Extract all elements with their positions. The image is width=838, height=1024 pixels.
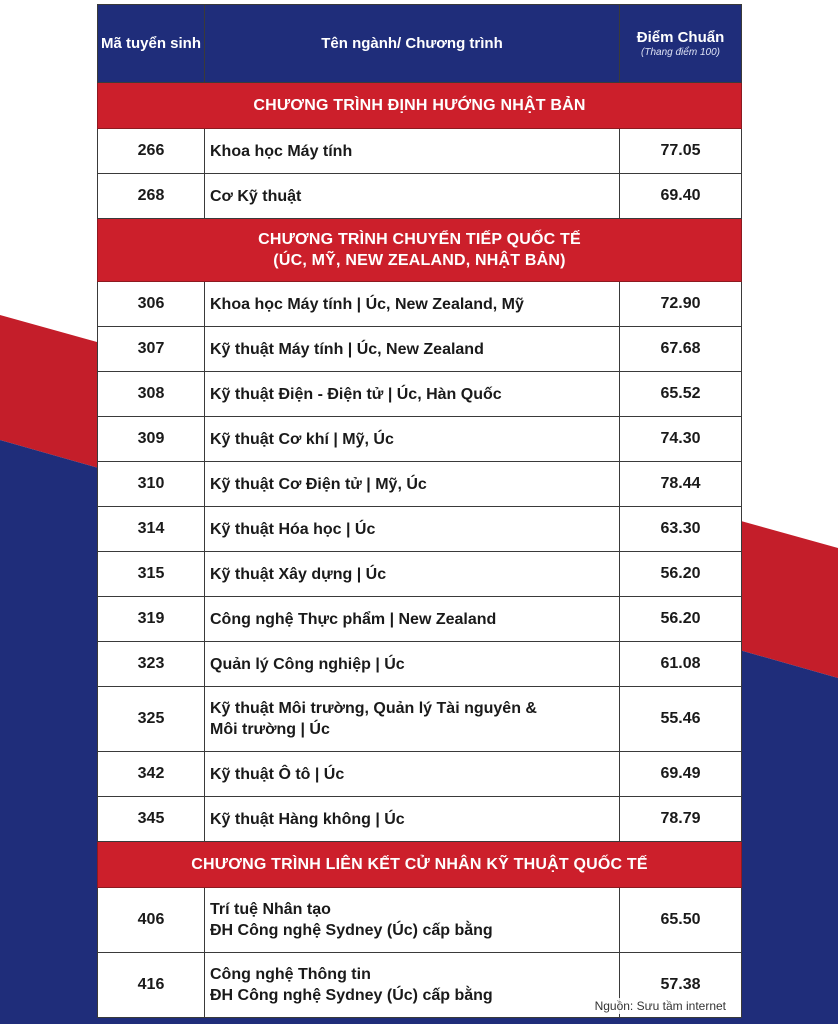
section-title-block [98, 219, 742, 282]
table-row [98, 687, 742, 752]
row-name [205, 687, 620, 752]
row-score: 72.90 [620, 282, 742, 327]
row-name: Cơ Kỹ thuật [205, 174, 620, 219]
row-score: 63.30 [620, 507, 742, 552]
table-row [98, 282, 742, 327]
row-name-line2: ĐH Công nghệ Sydney (Úc) cấp bằng [210, 922, 493, 939]
table-row [98, 129, 742, 174]
row-score: 74.30 [620, 417, 742, 462]
row-code: 314 [98, 507, 205, 552]
row-score: 78.79 [620, 797, 742, 842]
source-note: Nguồn: Sưu tầm internet [594, 999, 726, 1013]
header-code: Mã tuyển sinh [98, 5, 205, 83]
section-title: CHƯƠNG TRÌNH ĐỊNH HƯỚNG NHẬT BẢN [98, 83, 742, 129]
row-name: Kỹ thuật Hàng không | Úc [205, 797, 620, 842]
row-name: Khoa học Máy tính [205, 129, 620, 174]
table-header-row [98, 5, 742, 83]
section-subtitle: (ÚC, MỸ, NEW ZEALAND, NHẬT BẢN) [273, 252, 566, 269]
row-score: 65.50 [620, 888, 742, 953]
row-name-line1: Trí tuệ Nhân tạo [210, 901, 331, 918]
row-code: 306 [98, 282, 205, 327]
row-name: Kỹ thuật Cơ Điện tử | Mỹ, Úc [205, 462, 620, 507]
section-header-row [98, 83, 742, 129]
row-code: 309 [98, 417, 205, 462]
row-code: 308 [98, 372, 205, 417]
row-name: Khoa học Máy tính | Úc, New Zealand, Mỹ [205, 282, 620, 327]
row-code: 310 [98, 462, 205, 507]
row-name-line2: Môi trường | Úc [210, 721, 330, 738]
table-row [98, 888, 742, 953]
header-score-scale: (Thang điểm 100) [641, 47, 720, 58]
row-score: 65.52 [620, 372, 742, 417]
row-name [205, 888, 620, 953]
row-score: 67.68 [620, 327, 742, 372]
row-code: 323 [98, 642, 205, 687]
row-score: 78.44 [620, 462, 742, 507]
table-row [98, 752, 742, 797]
row-name: Quản lý Công nghiệp | Úc [205, 642, 620, 687]
row-score: 57.38 [620, 953, 742, 1018]
row-score: 69.40 [620, 174, 742, 219]
row-name: Kỹ thuật Điện - Điện tử | Úc, Hàn Quốc [205, 372, 620, 417]
table-row [98, 507, 742, 552]
row-code: 315 [98, 552, 205, 597]
header-score [620, 5, 742, 83]
row-code: 325 [98, 687, 205, 752]
table-row [98, 797, 742, 842]
row-name [205, 953, 620, 1018]
row-code: 342 [98, 752, 205, 797]
row-name: Kỹ thuật Ô tô | Úc [205, 752, 620, 797]
header-program: Tên ngành/ Chương trình [205, 5, 620, 83]
row-name-line1: Công nghệ Thông tin [210, 966, 371, 983]
table-row [98, 642, 742, 687]
table-row [98, 327, 742, 372]
row-code: 416 [98, 953, 205, 1018]
section-header-row [98, 219, 742, 282]
row-name: Công nghệ Thực phẩm | New Zealand [205, 597, 620, 642]
row-code: 268 [98, 174, 205, 219]
row-code: 266 [98, 129, 205, 174]
row-score: 56.20 [620, 552, 742, 597]
section-title: CHƯƠNG TRÌNH LIÊN KẾT CỬ NHÂN KỸ THUẬT QUỐC TẾ [98, 842, 742, 888]
section-header-row [98, 842, 742, 888]
table-row [98, 597, 742, 642]
row-score: 77.05 [620, 129, 742, 174]
table-row [98, 372, 742, 417]
table-row [98, 462, 742, 507]
row-name-line1: Kỹ thuật Môi trường, Quản lý Tài nguyên & [210, 700, 537, 717]
row-score: 56.20 [620, 597, 742, 642]
table-row [98, 417, 742, 462]
row-code: 345 [98, 797, 205, 842]
header-score-label: Điểm Chuẩn [636, 29, 725, 46]
row-name-line2: ĐH Công nghệ Sydney (Úc) cấp bằng [210, 987, 493, 1004]
admission-scores-table [97, 4, 742, 1018]
row-code: 319 [98, 597, 205, 642]
row-name: Kỹ thuật Hóa học | Úc [205, 507, 620, 552]
row-score: 69.49 [620, 752, 742, 797]
row-score: 55.46 [620, 687, 742, 752]
row-score: 61.08 [620, 642, 742, 687]
row-code: 406 [98, 888, 205, 953]
section-title: CHƯƠNG TRÌNH CHUYỂN TIẾP QUỐC TẾ [258, 231, 581, 248]
row-name: Kỹ thuật Cơ khí | Mỹ, Úc [205, 417, 620, 462]
row-code: 307 [98, 327, 205, 372]
table-row [98, 552, 742, 597]
row-name: Kỹ thuật Xây dựng | Úc [205, 552, 620, 597]
row-name: Kỹ thuật Máy tính | Úc, New Zealand [205, 327, 620, 372]
table-row [98, 174, 742, 219]
